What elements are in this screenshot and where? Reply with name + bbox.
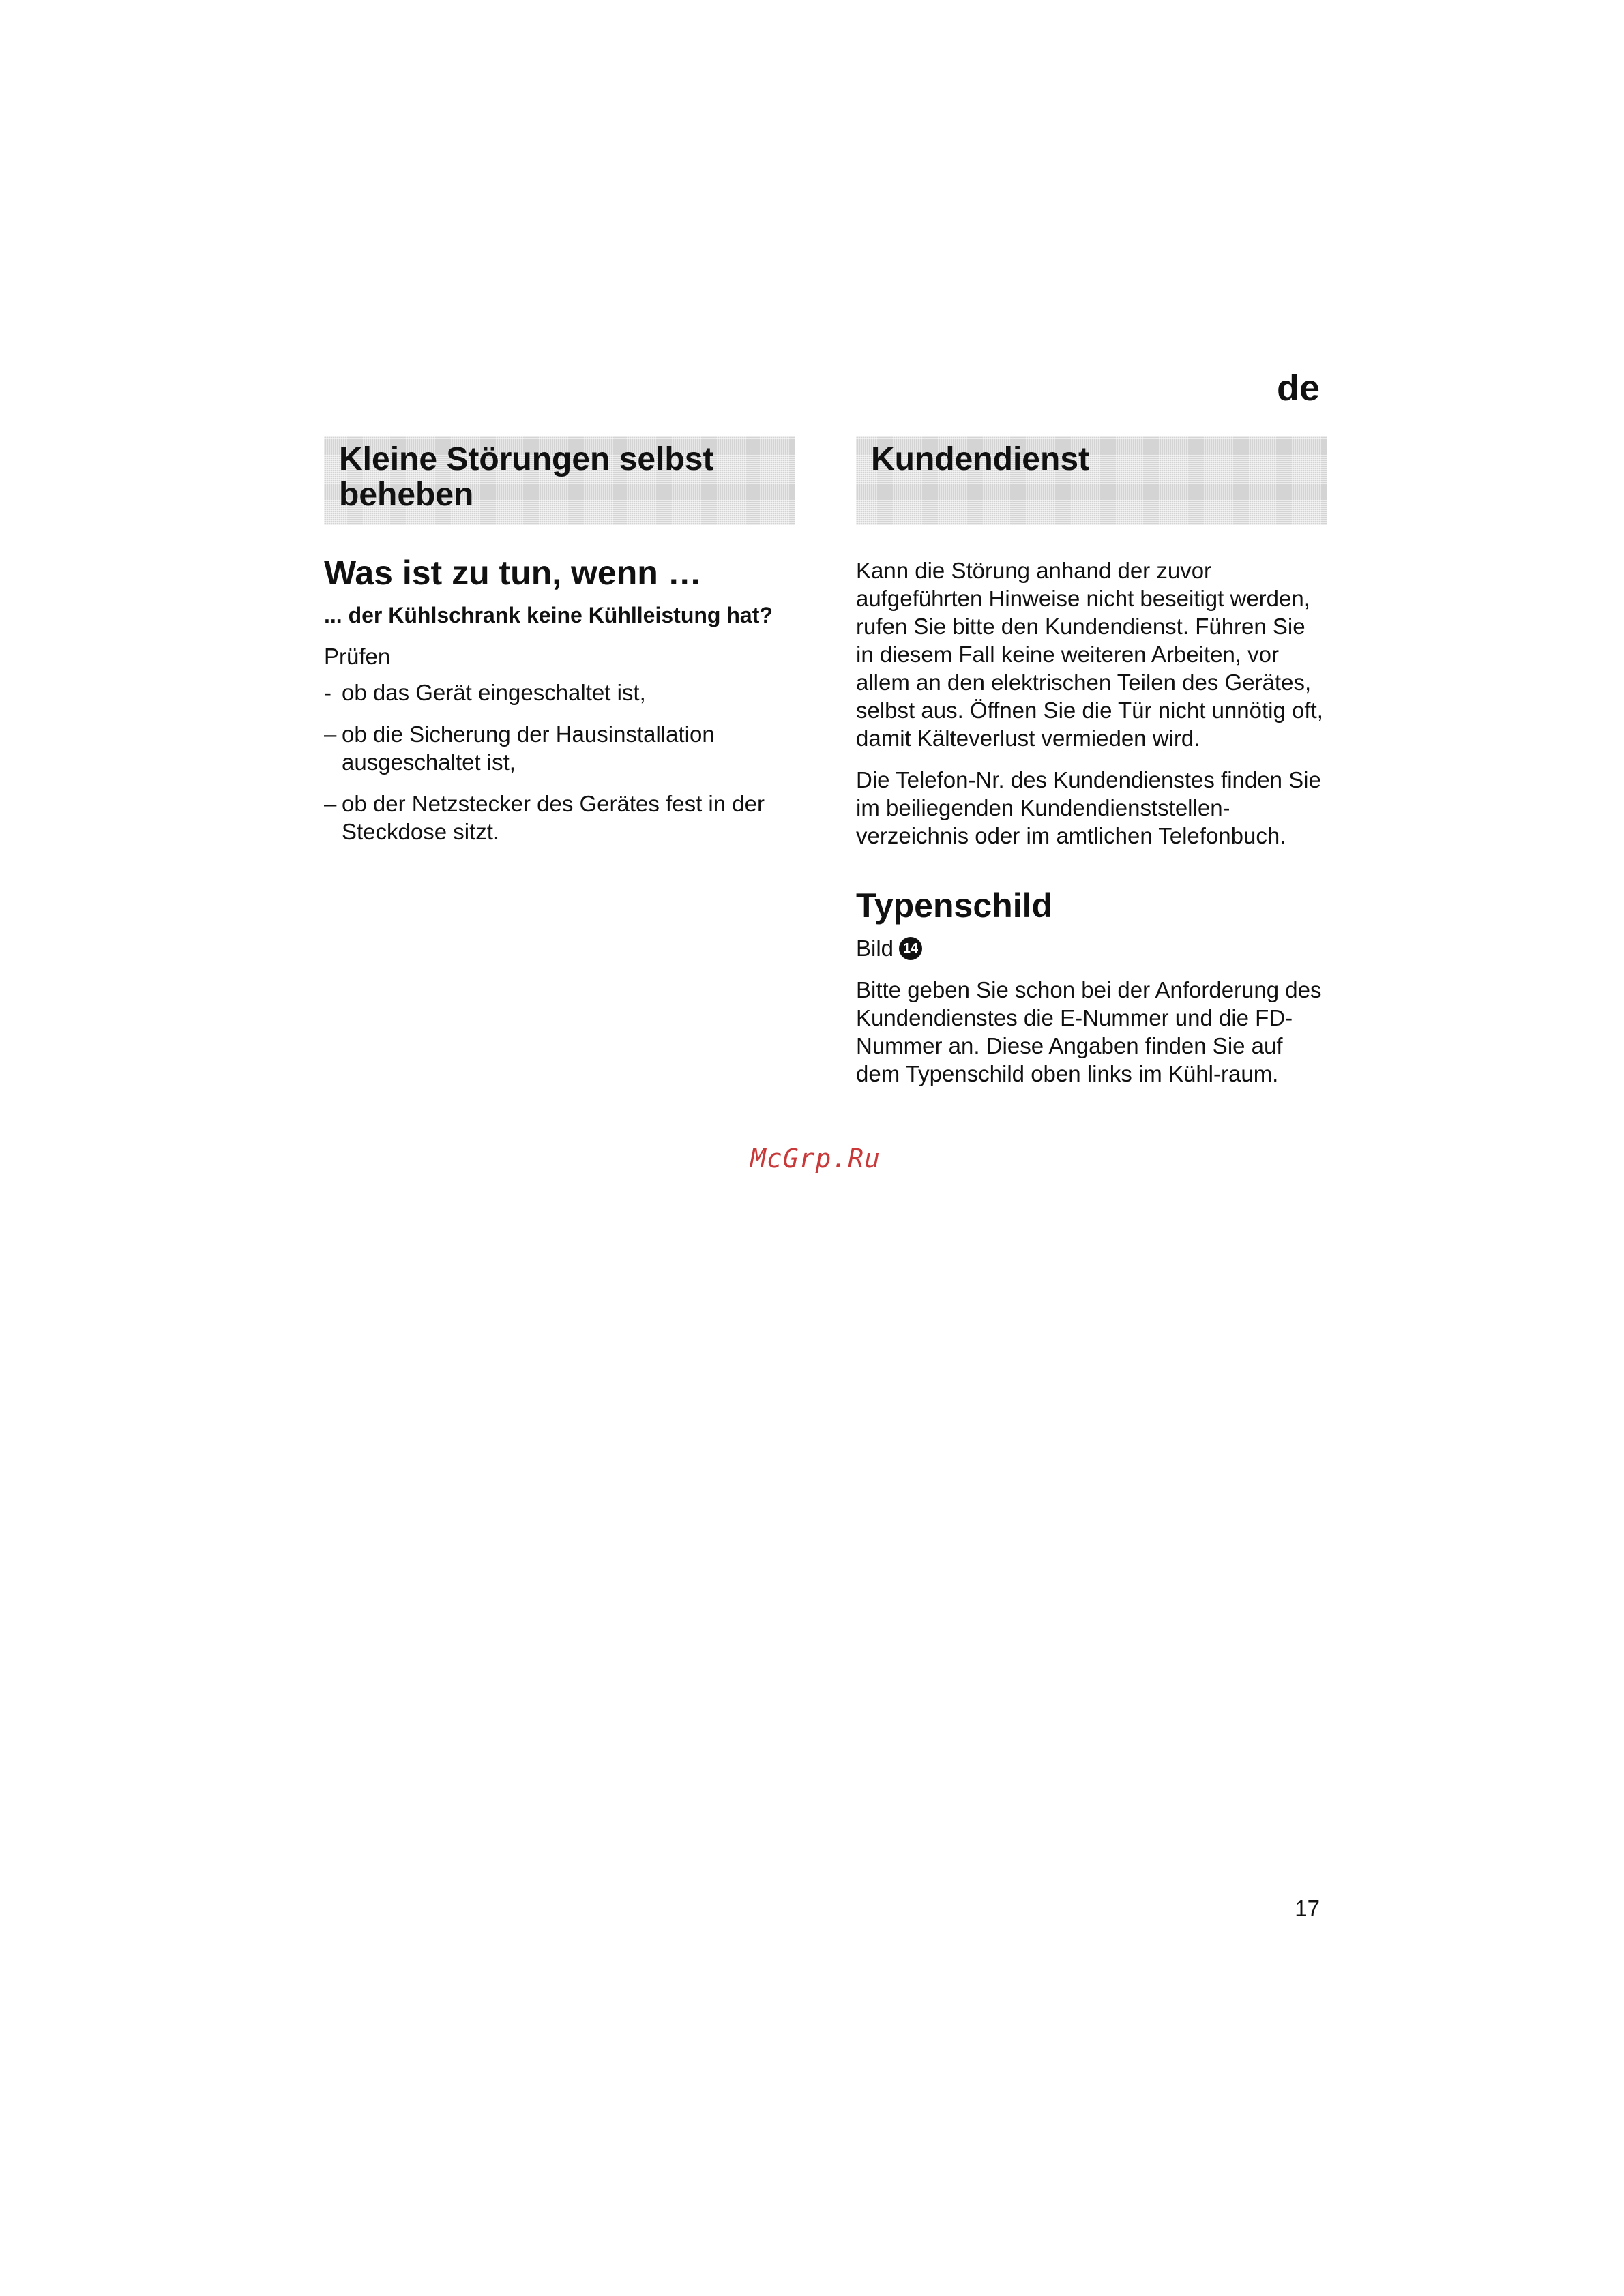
list-item [324, 790, 795, 846]
section-title-line1: Kleine Störungen selbst [339, 441, 714, 477]
page-number: 17 [1295, 1896, 1320, 1921]
subheading-no-cooling: ... der Kühlschrank keine Kühlleistung hat? [324, 603, 773, 627]
typenschild-paragraph: Bitte geben Sie schon bei der Anforderung des Kundendienstes die E-Nummer und die FD-Nummer an. Diese Angaben finden Sie auf dem Typenschild oben links im Kühl-raum. [856, 977, 1322, 1086]
watermark: McGrp.Ru [750, 1144, 881, 1174]
language-tag: de [1276, 368, 1320, 408]
figure-number-badge: 14 [899, 937, 922, 960]
list-marker: - [324, 680, 331, 705]
check-list [324, 679, 795, 846]
list-item [324, 679, 795, 706]
kundendienst-paragraph-2: Die Telefon-Nr. des Kundendienstes finden Sie im beiliegenden Kundendienststellen-verzeichnis oder im amtlichen Telefonbuch. [856, 767, 1321, 848]
list-item-text: ob das Gerät eingeschaltet ist, [342, 680, 646, 705]
figure-label: Bild [856, 936, 894, 961]
kundendienst-paragraph-1: Kann die Störung anhand der zuvor aufgeführten Hinweise nicht beseitigt werden, rufen Sie bitte den Kundendienst. Führen Sie in diesem Fall keine weiteren Arbeiten, vor allem an den elektrischen Teilen des Gerätes, selbst aus. Öffnen Sie die Tür nicht unnötig oft, damit Kälteverlust vermieden wird. [856, 558, 1323, 751]
list-item [324, 720, 795, 776]
list-marker: – [324, 791, 337, 816]
section-band-troubleshooting [324, 436, 795, 525]
section-title-line2: beheben [339, 477, 474, 513]
left-column [324, 436, 795, 846]
section-title: Kundendienst [871, 441, 1089, 477]
figure-reference [856, 934, 1327, 962]
heading-typenschild: Typenschild [856, 886, 1053, 925]
list-item-text: ob die Sicherung der Hausinstallation ausgeschaltet ist, [342, 721, 715, 775]
heading-was-ist-zu-tun: Was ist zu tun, wenn … [324, 554, 702, 592]
right-column [856, 436, 1327, 1088]
list-marker: – [324, 721, 337, 747]
list-item-text: ob der Netzstecker des Gerätes fest in der Steckdose sitzt. [342, 791, 765, 844]
intro-pruefen: Prüfen [324, 644, 391, 669]
section-band-kundendienst [856, 436, 1327, 525]
